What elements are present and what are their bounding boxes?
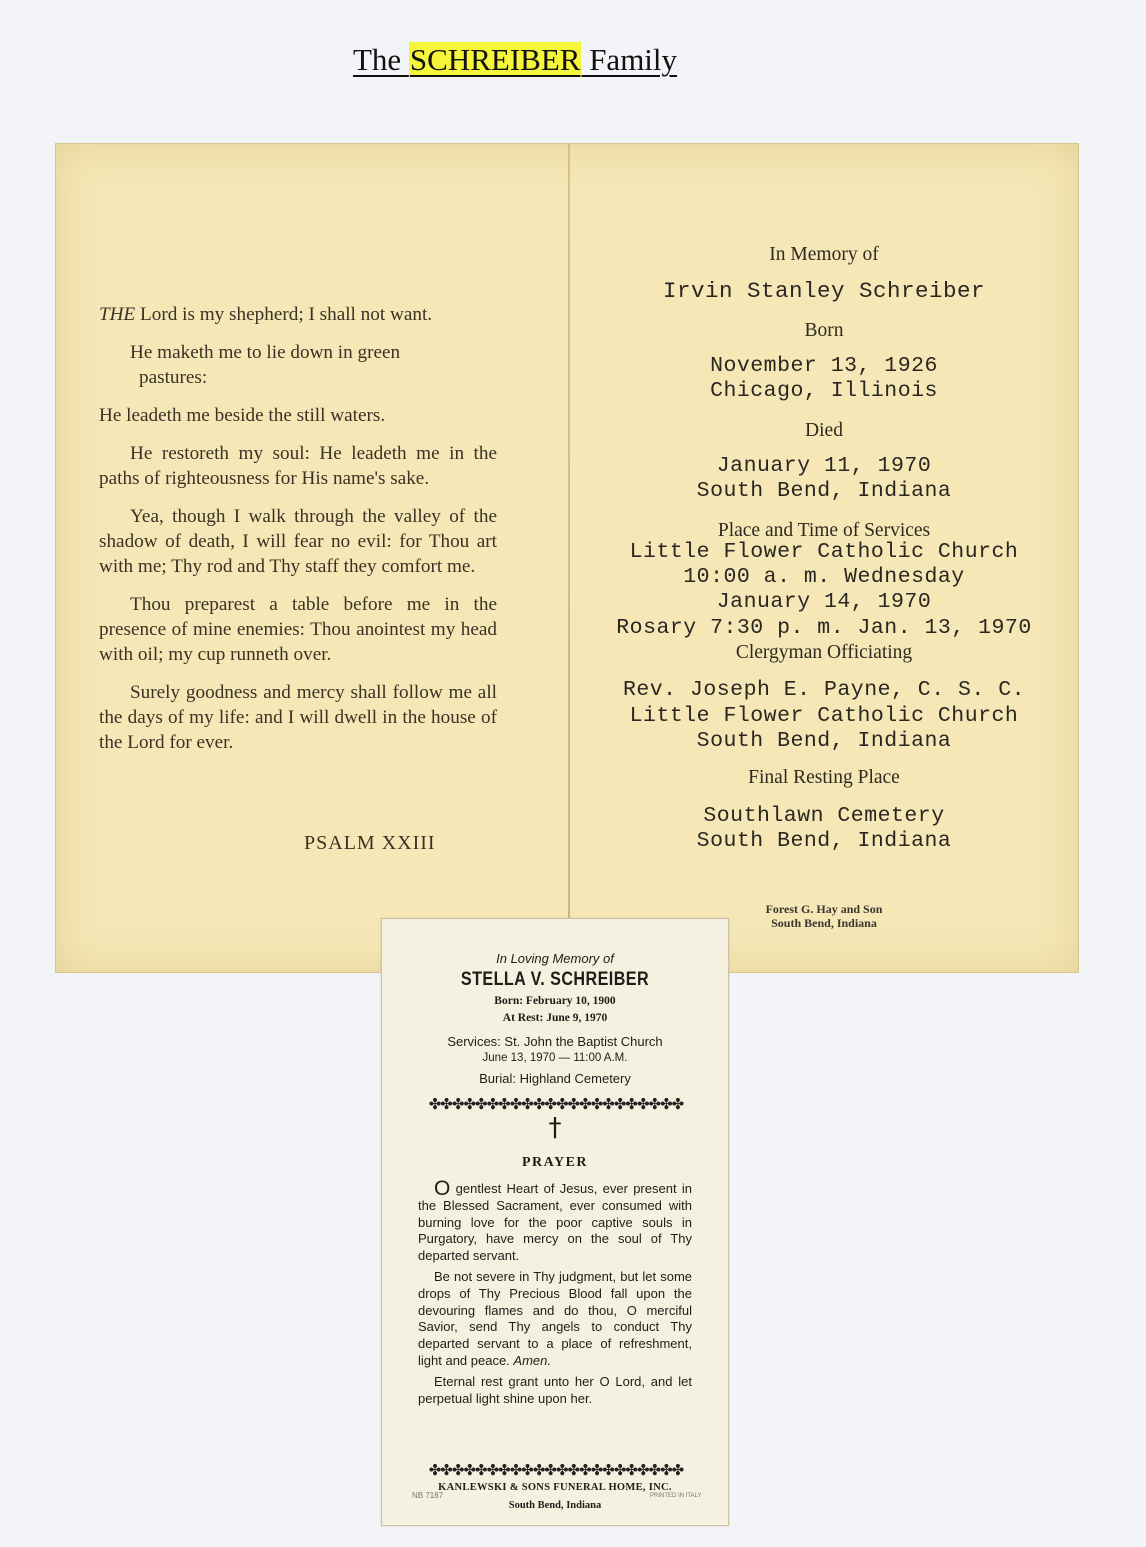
memorial-card (55, 143, 1079, 973)
title-prefix: The (352, 42, 409, 77)
title-suffix: Family (581, 42, 678, 77)
psalm-line-1: THE Lord is my shepherd; I shall not want. (99, 304, 433, 325)
funeral-home: Forest G. Hay and Son (765, 902, 883, 916)
psalm-reference: PSALM XXIII (304, 832, 436, 854)
born-date: November 13, 1926 (710, 354, 938, 378)
services-line: Services: St. John the Baptist Church (447, 1034, 663, 1049)
prayer-card-name: STELLA V. SCHREIBER (460, 969, 650, 990)
services-date: January 14, 1970 (716, 590, 932, 614)
services-label: Place and Time of Services (717, 520, 931, 541)
clergy-label: Clergyman Officiating (735, 642, 913, 663)
prayer-card-dates (382, 993, 728, 1027)
died-label: Died (805, 420, 843, 441)
died-date: January 11, 1970 (716, 454, 932, 478)
funeral-home-city: South Bend, Indiana (771, 916, 877, 930)
psalm-panel (56, 144, 568, 972)
cemetery-name: Southlawn Cemetery (703, 804, 945, 828)
at-rest-line: At Rest: June 9, 1970 (502, 1012, 608, 1024)
psalm-line-5: He restoreth my soul: He leadeth me in the paths of righteousness for His name's sake. (99, 443, 497, 489)
prayer-card (381, 918, 729, 1526)
prayer-paragraph-3: Eternal rest grant unto her O Lord, and let perpetual light shine upon her. (418, 1373, 692, 1406)
card-code: NB 7187 (412, 1491, 444, 1500)
clergy-church: Little Flower Catholic Church (629, 704, 1019, 728)
clergy-city: South Bend, Indiana (696, 729, 952, 753)
burial-line: Burial: Highland Cemetery (479, 1071, 631, 1086)
psalm-line-8: Surely goodness and mercy shall follow me all the days of my life: and I will dwell in the house of the Lord for ever. (99, 682, 497, 753)
services-time-line: June 13, 1970 — 11:00 A.M. (482, 1052, 628, 1064)
printed-in-italy: PRINTED IN ITALY (650, 1493, 702, 1499)
ornament-divider-top: ✤✤✤✤✤✤✤✤✤✤✤✤✤✤✤✤✤✤✤✤✤✤ (428, 1096, 684, 1113)
psalm-line-4: He leadeth me beside the still waters. (99, 405, 386, 426)
prayer-paragraph-2: Be not severe in Thy judgment, but let some drops of Thy Precious Blood fall upon the devouring flames and do thou, O merciful Savior, send Thy angels to conduct Thy departed servant to a place of refreshment, light and peace. Amen. (418, 1268, 692, 1368)
memorial-panel (570, 144, 1078, 972)
psalm-line-6: Yea, though I walk through the valley of the shadow of death, I will fear no evil: for Thou art with me; Thy rod and Thy staff they comfort me. (99, 506, 497, 577)
in-memory-label: In Memory of (769, 244, 879, 265)
rosary-time: Rosary 7:30 p. m. Jan. 13, 1970 (616, 616, 1032, 640)
born-place: Chicago, Illinois (710, 379, 938, 403)
deceased-name: Irvin Stanley Schreiber (662, 278, 986, 304)
prayer-title: PRAYER (521, 1155, 589, 1170)
loving-memory-label: In Loving Memory of (496, 951, 614, 966)
title-highlight: SCHREIBER (409, 42, 581, 77)
prayer-paragraph-1: O gentlest Heart of Jesus, ever present in the Blessed Sacrament, ever consumed with burning love for the poor captive souls in Purgatory, have mercy on the soul of Thy departed servant. (418, 1177, 692, 1264)
prayer-card-funeral-home: KANLEWSKI & SONS FUNERAL HOME, INC. (438, 1482, 672, 1493)
psalm-line-3: pastures: (139, 367, 208, 388)
died-place: South Bend, Indiana (696, 479, 952, 503)
born-label: Born (804, 320, 844, 341)
cross-icon: † (548, 1113, 562, 1143)
services-time: 10:00 a. m. Wednesday (683, 565, 965, 589)
resting-label: Final Resting Place (748, 767, 900, 788)
prayer-card-city: South Bend, Indiana (508, 1500, 602, 1511)
ornament-divider-bottom: ✤✤✤✤✤✤✤✤✤✤✤✤✤✤✤✤✤✤✤✤✤✤ (428, 1462, 684, 1479)
psalm-line-2: He maketh me to lie down in green (130, 342, 401, 363)
psalm-line-7: Thou preparest a table before me in the presence of mine enemies: Thou anointest my head with oil; my cup runneth over. (99, 594, 497, 665)
page-title (0, 42, 1030, 78)
prayer-text (418, 1177, 692, 1411)
cemetery-city: South Bend, Indiana (696, 829, 952, 853)
prayer-card-services (382, 1033, 728, 1067)
born-line: Born: February 10, 1900 (494, 995, 616, 1007)
psalm-text (99, 302, 497, 768)
services-church: Little Flower Catholic Church (629, 540, 1019, 564)
clergy-name: Rev. Joseph E. Payne, C. S. C. (622, 678, 1026, 702)
